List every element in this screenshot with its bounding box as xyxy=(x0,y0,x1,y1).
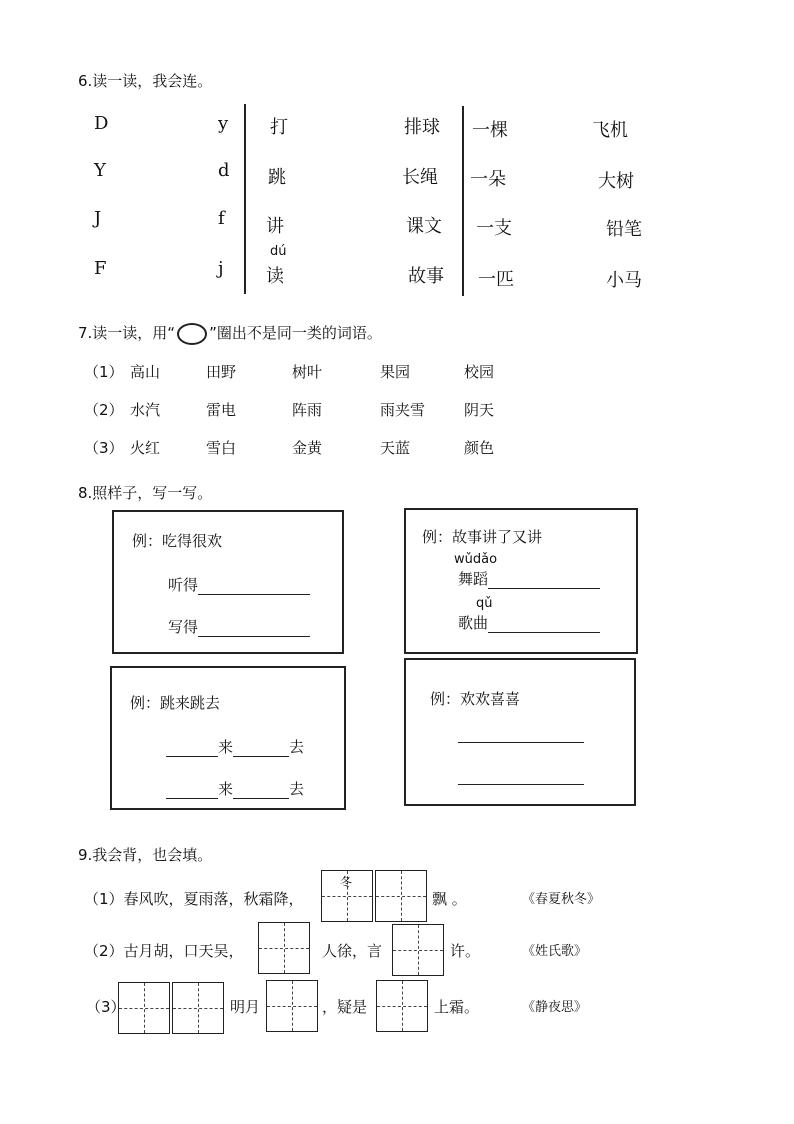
fill-line-row xyxy=(458,568,600,589)
poem-text: 上霜。 xyxy=(434,998,480,1016)
word-option[interactable]: 阴天 xyxy=(464,401,495,419)
noun-word: 小马 xyxy=(606,270,642,291)
pinyin-label: wǔdǎo xyxy=(454,552,498,567)
fixed-char: 去 xyxy=(289,780,305,798)
noun-word: 铅笔 xyxy=(606,219,642,240)
object-word: 长绳 xyxy=(402,167,438,188)
fill-line-row xyxy=(166,736,304,757)
prompt-word: 写得 xyxy=(168,618,199,636)
word-option[interactable]: 雷电 xyxy=(206,401,237,419)
q6-title: 6.读一读，我会连。 xyxy=(78,72,213,90)
divider-line xyxy=(462,106,464,296)
measure-word: 一支 xyxy=(476,218,512,239)
q7-title-pre: 7.读一读，用“ xyxy=(78,324,176,342)
measure-word: 一朵 xyxy=(470,169,506,190)
tian-grid-box[interactable] xyxy=(172,982,224,1034)
word-option[interactable]: 田野 xyxy=(206,363,237,381)
row-number: （3） xyxy=(84,439,124,457)
q9-title: 9.我会背，也会填。 xyxy=(78,846,213,864)
word-option[interactable]: 颜色 xyxy=(464,439,495,457)
q7-title-post: ”圈出不是同一类的词语。 xyxy=(209,324,382,342)
noun-word: 大树 xyxy=(598,171,634,192)
divider-line xyxy=(244,104,246,294)
lower-letter: f xyxy=(218,208,225,229)
lower-letter: y xyxy=(218,113,229,134)
noun-word: 飞机 xyxy=(592,120,628,141)
answer-blank[interactable] xyxy=(233,742,289,757)
answer-blank[interactable] xyxy=(233,784,289,799)
answer-blank[interactable] xyxy=(488,618,600,633)
poem-text: （2）古月胡，口天吴， xyxy=(84,942,244,960)
tian-grid-box[interactable] xyxy=(392,924,444,976)
poem-text: ，疑是 xyxy=(322,998,368,1016)
answer-blank[interactable] xyxy=(458,784,584,785)
upper-letter: Y xyxy=(94,160,106,181)
fixed-char: 来 xyxy=(218,780,234,798)
prompt-word: 歌曲 xyxy=(458,614,489,632)
fixed-char: 去 xyxy=(289,738,305,756)
example-box-3 xyxy=(110,666,346,810)
lower-letter: d xyxy=(218,160,230,181)
upper-letter: F xyxy=(94,258,107,279)
fill-line-row xyxy=(166,778,304,799)
poem-text: （1）春风吹，夏雨落，秋霜降， xyxy=(84,890,304,908)
row-number: （1） xyxy=(84,363,124,381)
circle-icon xyxy=(177,323,207,345)
word-option[interactable]: 高山 xyxy=(130,363,161,381)
poem-source: 《姓氏歌》 xyxy=(522,944,588,959)
verb-word: 读 xyxy=(266,266,284,287)
word-option[interactable]: 树叶 xyxy=(292,363,323,381)
prompt-word: 舞蹈 xyxy=(458,570,489,588)
tian-grid-box[interactable]: 冬 xyxy=(321,870,373,922)
verb-word: 讲 xyxy=(266,216,284,237)
word-option[interactable]: 金黄 xyxy=(292,439,323,457)
answer-blank[interactable] xyxy=(458,742,584,743)
word-option[interactable]: 天蓝 xyxy=(380,439,411,457)
example-text: 例：跳来跳去 xyxy=(130,694,221,712)
tian-grid-box[interactable] xyxy=(375,870,427,922)
word-option[interactable]: 校园 xyxy=(464,363,495,381)
example-box-2 xyxy=(404,508,638,654)
tian-grid-box[interactable] xyxy=(376,980,428,1032)
example-box-1 xyxy=(112,510,344,654)
answer-blank[interactable] xyxy=(198,580,310,595)
word-option[interactable]: 火红 xyxy=(130,439,161,457)
poem-text: 明月 xyxy=(230,998,261,1016)
poem-source: 《春夏秋冬》 xyxy=(522,892,601,907)
poem-text: 许。 xyxy=(450,942,481,960)
row-number: （2） xyxy=(84,401,124,419)
fill-line-row xyxy=(168,616,310,637)
example-text: 例：欢欢喜喜 xyxy=(430,690,521,708)
example-box-4 xyxy=(404,658,636,806)
object-word: 故事 xyxy=(408,266,444,287)
answer-blank[interactable] xyxy=(166,742,218,757)
measure-word: 一棵 xyxy=(472,120,508,141)
word-option[interactable]: 阵雨 xyxy=(292,401,323,419)
tian-grid-box[interactable] xyxy=(118,982,170,1034)
answer-blank[interactable] xyxy=(488,574,600,589)
q7-title xyxy=(78,322,382,345)
tian-grid-box[interactable] xyxy=(258,922,310,974)
upper-letter: D xyxy=(94,113,109,134)
lower-letter: j xyxy=(218,258,224,279)
object-word: 排球 xyxy=(404,117,440,138)
q8-title: 8.照样子，写一写。 xyxy=(78,484,213,502)
verb-word: 打 xyxy=(270,117,288,138)
prompt-word: 听得 xyxy=(168,576,199,594)
pinyin-label: dú xyxy=(270,244,287,259)
fixed-char: 来 xyxy=(218,738,234,756)
word-option[interactable]: 果园 xyxy=(380,363,411,381)
pinyin-label: qǔ xyxy=(476,596,493,611)
word-option[interactable]: 水汽 xyxy=(130,401,161,419)
example-text: 例：故事讲了又讲 xyxy=(422,528,543,546)
poem-text: 人徐，言 xyxy=(322,942,383,960)
word-option[interactable]: 雪白 xyxy=(206,439,237,457)
measure-word: 一匹 xyxy=(478,269,514,290)
object-word: 课文 xyxy=(406,216,442,237)
answer-blank[interactable] xyxy=(198,622,310,637)
verb-word: 跳 xyxy=(268,167,286,188)
poem-text: 飘 。 xyxy=(432,890,467,908)
fill-line-row xyxy=(168,574,310,595)
example-text: 例：吃得很欢 xyxy=(132,532,223,550)
poem-text: （3） xyxy=(86,998,126,1016)
poem-source: 《静夜思》 xyxy=(522,1000,588,1015)
fill-line-row xyxy=(458,612,600,633)
tian-grid-box[interactable] xyxy=(266,980,318,1032)
word-option[interactable]: 雨夹雪 xyxy=(380,401,426,419)
answer-blank[interactable] xyxy=(166,784,218,799)
upper-letter: J xyxy=(94,208,102,229)
